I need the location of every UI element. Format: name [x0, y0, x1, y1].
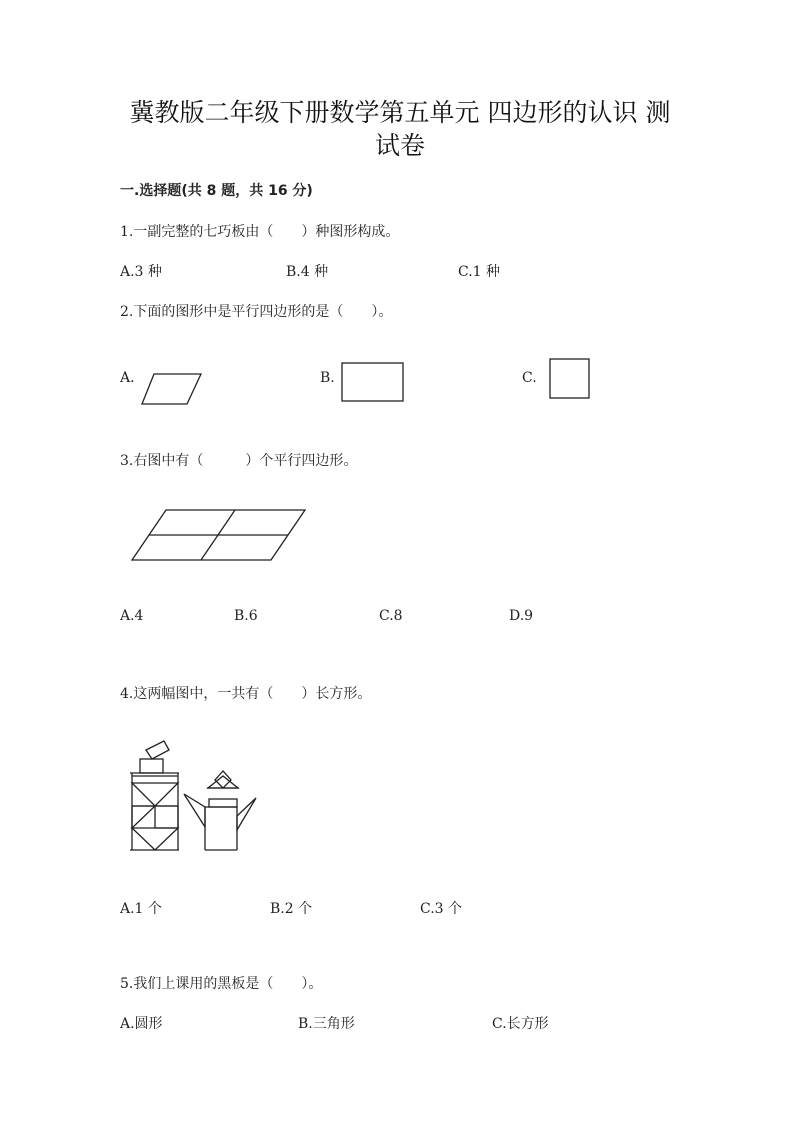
parallelogram-figure	[140, 372, 204, 406]
question-1-text: 1.一副完整的七巧板由（ ）种图形构成。	[120, 224, 400, 240]
q3-option-b[interactable]: B.6	[234, 608, 258, 624]
q5-option-b[interactable]: B.三角形	[298, 1016, 355, 1032]
rectangle-figure	[341, 362, 405, 402]
q1-option-c[interactable]: C.1 种	[458, 264, 501, 280]
page-title-continued: 试卷	[374, 131, 425, 160]
q4-option-c[interactable]: C.3 个	[420, 901, 463, 917]
tangram-figures	[126, 738, 276, 856]
q2-option-a[interactable]: A.	[120, 370, 135, 386]
q3-option-d[interactable]: D.9	[509, 608, 534, 624]
q2-option-c[interactable]: C.	[522, 370, 537, 386]
question-5-text: 5.我们上课用的黑板是（ ）。	[120, 976, 323, 992]
question-2-text: 2.下面的图形中是平行四边形的是（ ）。	[120, 304, 393, 320]
page-title: 冀教版二年级下册数学第五单元 四边形的认识 测	[129, 98, 671, 127]
question-3-text: 3.右图中有（ ）个平行四边形。	[120, 453, 358, 469]
question-4-text: 4.这两幅图中，一共有（ ）长方形。	[120, 686, 372, 702]
q2-option-b[interactable]: B.	[320, 370, 335, 386]
q4-option-a[interactable]: A.1 个	[120, 901, 162, 917]
q3-option-a[interactable]: A.4	[120, 608, 144, 624]
q1-option-b[interactable]: B.4 种	[286, 264, 329, 280]
q5-option-c[interactable]: C.长方形	[492, 1016, 549, 1032]
q5-option-a[interactable]: A.圆形	[120, 1016, 163, 1032]
q1-option-a[interactable]: A.3 种	[120, 264, 162, 280]
square-figure	[549, 358, 591, 400]
q4-option-b[interactable]: B.2 个	[270, 901, 313, 917]
section-header: 一.选择题(共 8 题，共 16 分)	[120, 183, 313, 199]
divided-parallelogram-figure	[130, 508, 308, 562]
q3-option-c[interactable]: C.8	[379, 608, 403, 624]
